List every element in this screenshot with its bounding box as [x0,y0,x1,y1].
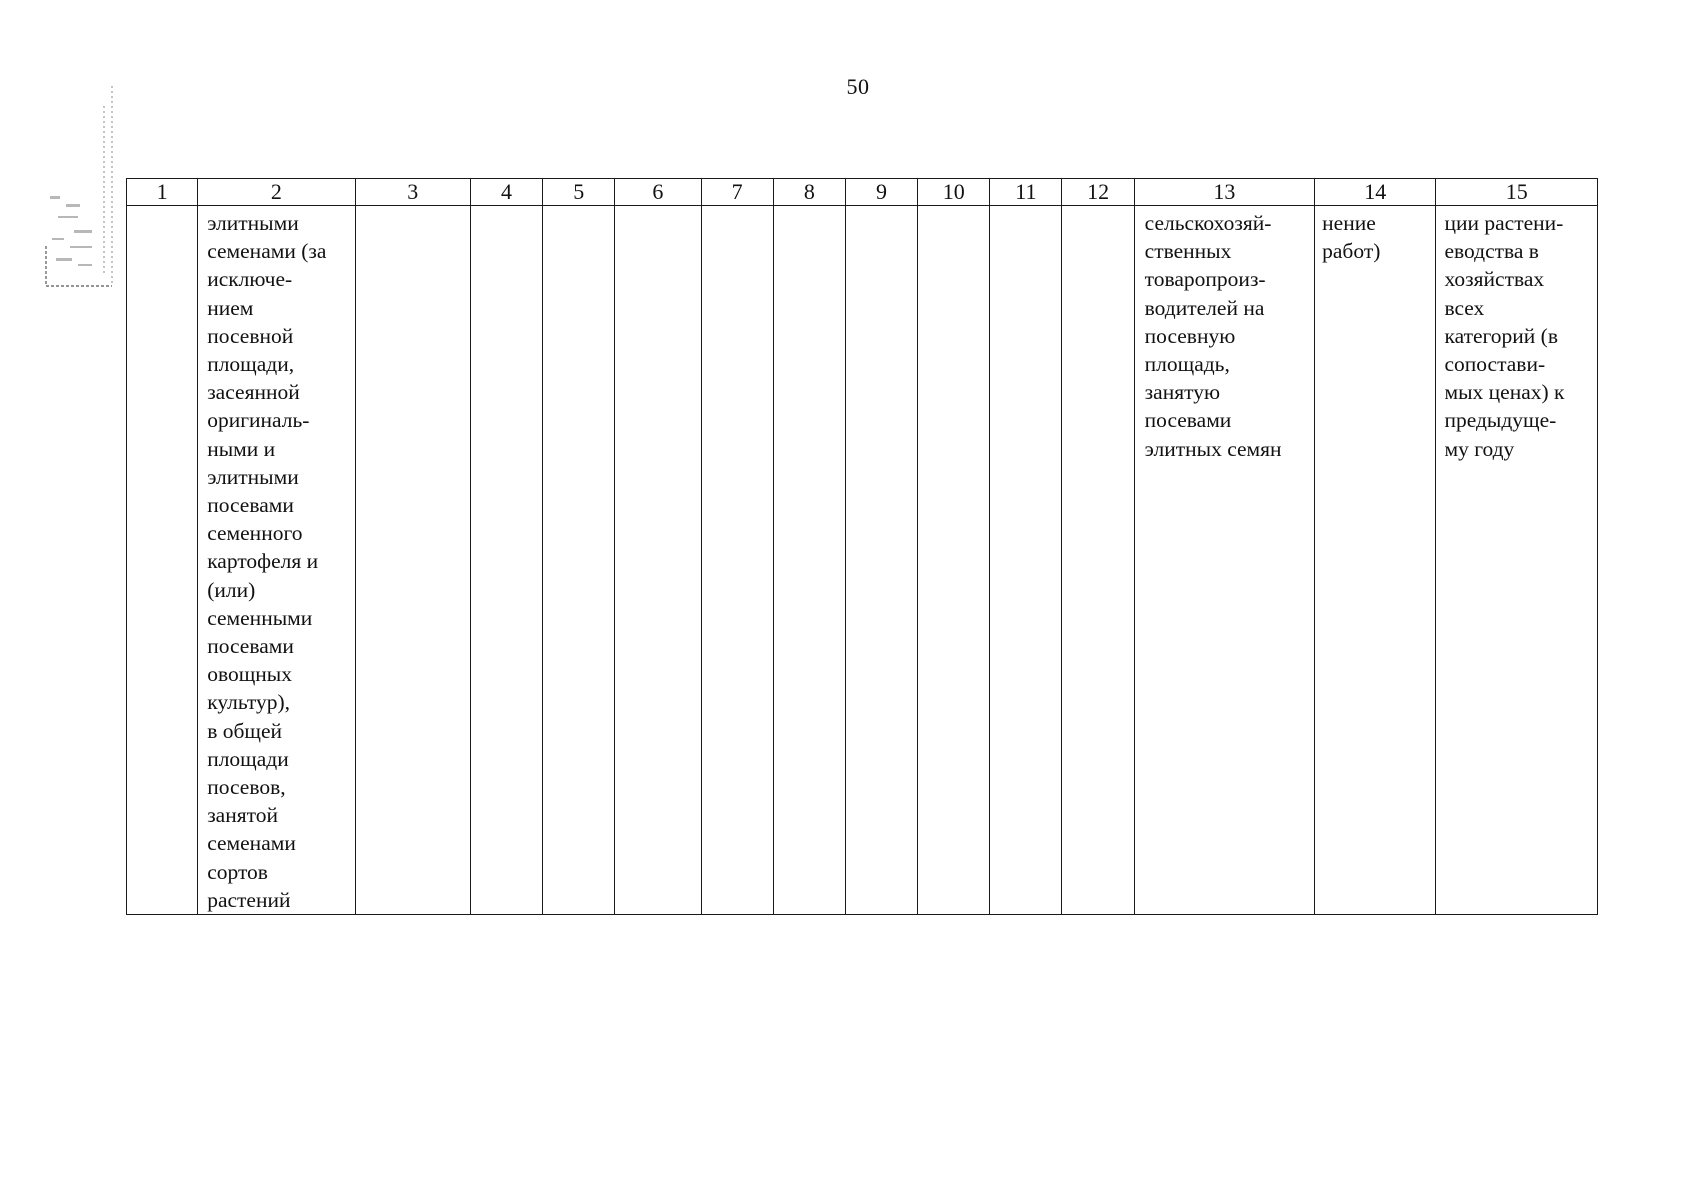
cell-text-line: растений [207,887,291,912]
cell-text-line: хозяйствах [1444,267,1545,292]
cell-text-line: всех [1444,295,1485,320]
column-header-7: 7 [701,179,773,206]
page-number: 50 [846,74,870,99]
cell-text-line: площадь, [1144,352,1230,377]
table-cell-9 [845,206,917,915]
cell-text-line: в общей [207,718,283,743]
column-header-8: 8 [773,179,845,206]
table-cell-2 [198,206,355,915]
column-header-2: 2 [198,179,355,206]
column-header-1: 1 [127,179,198,206]
cell-text-line: товаропроиз- [1144,267,1266,292]
cell-text-line: му году [1444,436,1515,461]
table-cell-7 [701,206,773,915]
cell-text-line: мых ценах) к [1444,380,1565,405]
cell-text-line: посевами [207,493,294,518]
table-row [127,206,1598,915]
column-header-3: 3 [355,179,470,206]
cell-text-line: посевами [1144,408,1232,433]
cell-text-col14 [1315,206,1435,265]
cell-text-line: ственных [1144,239,1232,264]
table-cell-10 [918,206,990,915]
cell-text-line: посевной [207,323,294,348]
table-cell-1 [127,206,198,915]
column-header-5: 5 [543,179,615,206]
cell-text-line: овощных [207,662,292,687]
cell-text-line: сопостави- [1444,352,1546,377]
table-cell-12 [1062,206,1134,915]
cell-text-line: оригиналь- [207,408,310,433]
column-header-12: 12 [1062,179,1134,206]
cell-text-line: нием [207,295,254,320]
cell-text-line: семенного [207,521,303,546]
cell-text-line: ции растени- [1444,211,1564,235]
header-row [127,179,1598,206]
table-cell-11 [990,206,1062,915]
cell-text-line: элитными [207,211,299,235]
column-header-13: 13 [1134,179,1314,206]
cell-text-col15 [1436,206,1597,463]
column-header-4: 4 [470,179,542,206]
cell-text-line: ными и [207,436,276,461]
cell-text-line: работ) [1322,239,1381,264]
table-cell-4 [470,206,542,915]
cell-text-col2 [198,206,354,914]
table-cell-6 [615,206,701,915]
table-cell-13 [1134,206,1314,915]
column-header-10: 10 [918,179,990,206]
table-cell-5 [543,206,615,915]
cell-text-line: предыдуще- [1444,408,1557,433]
cell-text-line: элитными [207,464,299,489]
scan-stamp-mark [44,86,116,296]
table-cell-14 [1315,206,1436,915]
cell-text-col13 [1135,206,1314,463]
column-header-6: 6 [615,179,701,206]
cell-text-line: картофеля и [207,549,319,574]
cell-text-line: семенными [207,605,313,630]
cell-text-line: посевную [1144,323,1236,348]
cell-text-line: занятой [207,803,278,828]
cell-text-line: культур), [207,690,290,715]
cell-text-line: семенами (за [207,239,327,264]
cell-text-line: занятую [1144,380,1221,405]
cell-text-line: нение [1322,211,1376,235]
cell-text-line: (или) [207,577,256,602]
cell-text-line: исключе- [207,267,293,292]
table-cell-8 [773,206,845,915]
cell-text-line: еводства в [1444,239,1539,264]
cell-text-line: площади, [207,352,295,377]
cell-text-line: засеянной [207,380,300,405]
column-header-15: 15 [1436,179,1598,206]
column-header-9: 9 [845,179,917,206]
table-cell-15 [1436,206,1598,915]
table-cell-3 [355,206,470,915]
cell-text-line: площади [207,746,289,771]
cell-text-line: семенами [207,831,296,856]
cell-text-line: водителей на [1144,295,1265,320]
column-header-14: 14 [1315,179,1436,206]
cell-text-line: категорий (в [1444,323,1558,348]
cell-text-line: сельскохозяй- [1144,211,1272,235]
cell-text-line: сортов [207,859,268,884]
cell-text-line: посевов, [207,775,286,800]
cell-text-line: элитных семян [1144,436,1282,461]
column-header-11: 11 [990,179,1062,206]
cell-text-line: посевами [207,634,294,659]
data-table [126,178,1598,915]
